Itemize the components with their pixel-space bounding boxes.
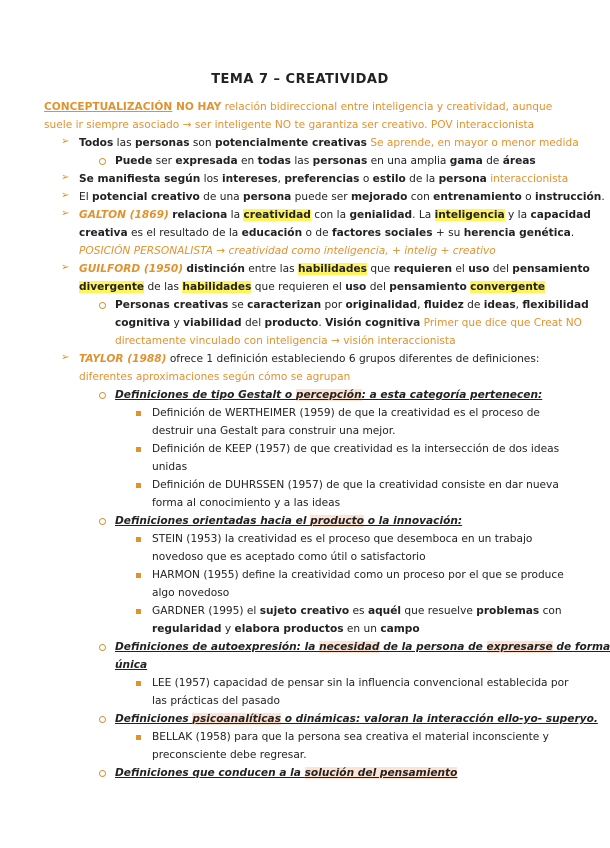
text-run: uso	[468, 263, 490, 275]
text-run: educación	[241, 227, 303, 239]
document-line	[79, 244, 496, 258]
text-run: o dinámicas: valoran la interacción ello-yo- superyo.	[281, 713, 598, 725]
text-run: suele ir siempre asociado → ser inteligente NO te garantiza ser creativo. POV interaccionista	[44, 119, 535, 131]
text-run: en una amplia	[367, 155, 450, 167]
text-run: los	[200, 173, 222, 185]
text-run: son	[189, 137, 215, 149]
document-line	[152, 424, 395, 438]
square-bullet-icon	[136, 447, 141, 452]
document-line	[115, 766, 457, 780]
arrow-bullet-icon: ➢	[61, 136, 70, 147]
document-line	[115, 640, 610, 654]
document-line	[79, 190, 605, 204]
document-line	[152, 406, 540, 420]
text-run: del	[366, 281, 390, 293]
text-run: elabora productos	[234, 623, 344, 635]
text-run: psicoanalíticas	[192, 713, 282, 725]
text-run: expresada	[175, 155, 238, 167]
text-run: y	[170, 317, 184, 329]
text-run: directamente vinculado con inteligencia → visión interaccionista	[115, 335, 456, 347]
text-run: es el resultado de la	[127, 227, 242, 239]
document-line	[115, 154, 536, 168]
text-run: Definición de KEEP (1957) de que creatividad es la intersección de dos ideas	[152, 443, 560, 455]
text-run: o de	[302, 227, 332, 239]
text-run: del	[489, 263, 513, 275]
document-line	[79, 280, 545, 294]
text-run: de la	[405, 173, 439, 185]
text-run: GALTON (1869)	[79, 209, 169, 221]
text-run: viabilidad	[183, 317, 242, 329]
document-line	[79, 172, 568, 186]
text-run: aquél	[367, 605, 402, 617]
text-run: relaciona	[172, 209, 228, 221]
circle-bullet-icon	[99, 716, 106, 723]
document-line	[79, 370, 350, 384]
text-run: Puede	[115, 155, 153, 167]
text-run: con	[407, 191, 434, 203]
text-run: todas	[257, 155, 291, 167]
document-line	[152, 496, 340, 510]
text-run: potencial creativo	[92, 191, 200, 203]
text-run: preconsciente debe regresar.	[152, 749, 307, 761]
text-run: STEIN (1953) la creatividad es el proceso que desemboca en un trabajo	[152, 533, 533, 545]
text-run: necesidad	[319, 641, 380, 653]
text-run: forma al conocimiento y a las ideas	[152, 497, 341, 509]
text-run: . La	[412, 209, 435, 221]
text-run: caracterizan	[247, 299, 322, 311]
square-bullet-icon	[136, 609, 141, 614]
text-run: BELLAK (1958) para que la persona sea creativa el material inconsciente y	[152, 731, 549, 743]
text-run: con la	[310, 209, 350, 221]
document-line	[115, 712, 598, 726]
document-line	[44, 118, 534, 132]
document-line	[152, 676, 568, 690]
text-run: sujeto creativo	[259, 605, 350, 617]
circle-bullet-icon	[99, 302, 106, 309]
text-run: del	[241, 317, 265, 329]
text-run: estilo	[372, 173, 406, 185]
text-run: producto	[310, 515, 364, 527]
text-run: HARMON (1955) define la creatividad como un proceso por el que se produce	[152, 569, 564, 581]
text-run: cognitiva	[115, 317, 171, 329]
text-run: la	[227, 209, 244, 221]
square-bullet-icon	[136, 537, 141, 542]
text-run: o la innovación:	[364, 515, 463, 527]
document-line	[152, 586, 229, 600]
text-run: originalidad	[345, 299, 418, 311]
text-run: Definiciones que conducen a la	[115, 767, 305, 779]
text-run: áreas	[502, 155, 536, 167]
text-run: y	[221, 623, 235, 635]
circle-bullet-icon	[99, 158, 106, 165]
text-run: de la persona de	[379, 641, 487, 653]
text-run: las	[113, 137, 135, 149]
text-run: TAYLOR (1988)	[79, 353, 167, 365]
document-line	[79, 262, 590, 276]
text-run: destruir una Gestalt para construir una mejor.	[152, 425, 396, 437]
text-run: instrucción	[535, 191, 602, 203]
text-run: y la	[504, 209, 531, 221]
text-run: unidas	[152, 461, 188, 473]
square-bullet-icon	[136, 573, 141, 578]
text-run: Se aprende, en mayor o menor medida	[366, 137, 579, 149]
text-run: ideas	[483, 299, 516, 311]
document-line	[115, 514, 462, 528]
document-line	[152, 568, 564, 582]
text-run: : a esta categoría pertenecen:	[361, 389, 543, 401]
circle-bullet-icon	[99, 770, 106, 777]
text-run: preferencias	[284, 173, 360, 185]
square-bullet-icon	[136, 681, 141, 686]
text-run: GARDNER (1995) el	[152, 605, 260, 617]
text-run: con	[539, 605, 562, 617]
text-run: fluidez	[423, 299, 464, 311]
text-run: regularidad	[152, 623, 222, 635]
document-line	[152, 694, 280, 708]
document-line	[115, 388, 542, 402]
document-line	[152, 622, 420, 636]
document-line	[79, 352, 539, 366]
document-line	[152, 532, 532, 546]
square-bullet-icon	[136, 735, 141, 740]
text-run: se	[228, 299, 248, 311]
square-bullet-icon	[136, 411, 141, 416]
text-run: POSICIÓN PERSONALISTA → creatividad como inteligencia, + intelig + creativo	[79, 245, 496, 257]
text-run: persona	[243, 191, 292, 203]
text-run: Definiciones de tipo Gestalt o	[115, 389, 296, 401]
text-run: Visión cognitiva	[325, 317, 421, 329]
text-run: habilidades	[182, 281, 252, 293]
text-run: herencia genética	[463, 227, 571, 239]
text-run: o	[521, 191, 536, 203]
circle-bullet-icon	[99, 392, 106, 399]
text-run: novedoso que es aceptado como útil o satisfactorio	[152, 551, 426, 563]
arrow-bullet-icon: ➢	[61, 208, 70, 219]
text-run: en	[237, 155, 258, 167]
text-run: diferentes aproximaciones según cómo se agrupan	[79, 371, 351, 383]
arrow-bullet-icon: ➢	[61, 190, 70, 201]
text-run: el	[452, 263, 469, 275]
text-run: ,	[515, 299, 523, 311]
text-run: entre las	[244, 263, 299, 275]
text-run: LEE (1957) capacidad de pensar sin la influencia convencional establecida por	[152, 677, 569, 689]
document-line	[152, 478, 559, 492]
text-run: que	[367, 263, 394, 275]
text-run: producto	[264, 317, 319, 329]
text-run: o	[359, 173, 373, 185]
text-run: mejorado	[351, 191, 408, 203]
text-run: persona	[438, 173, 487, 185]
document-line	[152, 550, 426, 564]
text-run: capacidad	[530, 209, 591, 221]
text-run: solución del pensamiento	[304, 767, 458, 779]
text-run: NO HAY	[172, 101, 222, 113]
text-run: genialidad	[349, 209, 413, 221]
text-run: de forma	[552, 641, 610, 653]
text-run: Primer que dice que Creat NO	[420, 317, 583, 329]
text-run: factores sociales	[331, 227, 433, 239]
document-line	[115, 658, 147, 672]
text-run: por	[321, 299, 346, 311]
text-run: interaccionista	[486, 173, 569, 185]
text-run: intereses	[221, 173, 278, 185]
text-run: en un	[343, 623, 381, 635]
document-line	[79, 226, 574, 240]
text-run: de una	[199, 191, 244, 203]
text-run: que resuelve	[401, 605, 477, 617]
text-run: CONCEPTUALIZACIÓN	[44, 101, 173, 113]
text-run: creatividad	[243, 209, 311, 221]
text-run: de	[482, 155, 503, 167]
text-run: campo	[380, 623, 420, 635]
text-run: .	[570, 227, 575, 239]
arrow-bullet-icon: ➢	[61, 262, 70, 273]
text-run: ser	[152, 155, 176, 167]
text-run: .	[601, 191, 605, 203]
text-run: algo novedoso	[152, 587, 230, 599]
text-run: Personas creativas	[115, 299, 229, 311]
text-run: .	[318, 317, 326, 329]
document-line	[152, 730, 549, 744]
document-line	[152, 604, 562, 618]
text-run: gama	[449, 155, 483, 167]
arrow-bullet-icon: ➢	[61, 172, 70, 183]
text-run: requieren	[393, 263, 453, 275]
text-run: expresarse	[486, 641, 553, 653]
text-run: pensamiento	[389, 281, 467, 293]
document-line	[152, 442, 559, 456]
text-run: Se manifiesta según	[79, 173, 201, 185]
text-run: personas	[312, 155, 368, 167]
text-run: es	[349, 605, 368, 617]
arrow-bullet-icon: ➢	[61, 352, 70, 363]
text-run: + su	[432, 227, 464, 239]
document-line	[152, 460, 187, 474]
document-title: TEMA 7 – CREATIVIDAD	[211, 72, 389, 87]
text-run: que requieren el	[251, 281, 346, 293]
circle-bullet-icon	[99, 518, 106, 525]
text-run: percepción	[295, 389, 362, 401]
text-run: convergente	[470, 281, 546, 293]
text-run: ,	[417, 299, 424, 311]
text-run: uso	[345, 281, 367, 293]
text-run: Definición de DUHRSSEN (1957) de que la creatividad consiste en dar nueva	[152, 479, 559, 491]
document-line	[115, 316, 582, 330]
text-run: las	[290, 155, 313, 167]
text-run: distinción	[186, 263, 245, 275]
text-run: flexibilidad	[522, 299, 589, 311]
document-line	[44, 100, 552, 114]
text-run: única	[115, 659, 148, 671]
text-run: ,	[277, 173, 285, 185]
text-run: problemas	[476, 605, 540, 617]
text-run: puede ser	[291, 191, 352, 203]
square-bullet-icon	[136, 483, 141, 488]
text-run: Todos	[79, 137, 114, 149]
document-line	[152, 748, 307, 762]
document-line	[115, 298, 589, 312]
document-line	[115, 334, 456, 348]
circle-bullet-icon	[99, 644, 106, 651]
document-line	[79, 208, 591, 222]
text-run: inteligencia	[434, 209, 505, 221]
text-run: Definiciones	[115, 713, 193, 725]
text-run: Definición de WERTHEIMER (1959) de que la creatividad es el proceso de	[152, 407, 540, 419]
text-run: potencialmente creativas	[215, 137, 367, 149]
text-run: ofrece 1 definición estableciendo 6 grupos diferentes de definiciones:	[166, 353, 540, 365]
text-run: pensamiento	[512, 263, 590, 275]
text-run: personas	[134, 137, 190, 149]
text-run: entrenamiento	[433, 191, 522, 203]
text-run: de las	[144, 281, 183, 293]
text-run: Definiciones orientadas hacia el	[115, 515, 311, 527]
text-run: Definiciones de autoexpresión: la	[115, 641, 320, 653]
text-run: creativa	[79, 227, 128, 239]
text-run: habilidades	[298, 263, 367, 275]
text-run: GUILFORD (1950)	[79, 263, 184, 275]
text-run: divergente	[79, 281, 145, 293]
text-run: El	[79, 191, 93, 203]
text-run: de	[463, 299, 484, 311]
text-run: relación bidireccional entre inteligencia y creatividad, aunque	[221, 101, 553, 113]
text-run: las prácticas del pasado	[152, 695, 281, 707]
document-line	[79, 136, 579, 150]
